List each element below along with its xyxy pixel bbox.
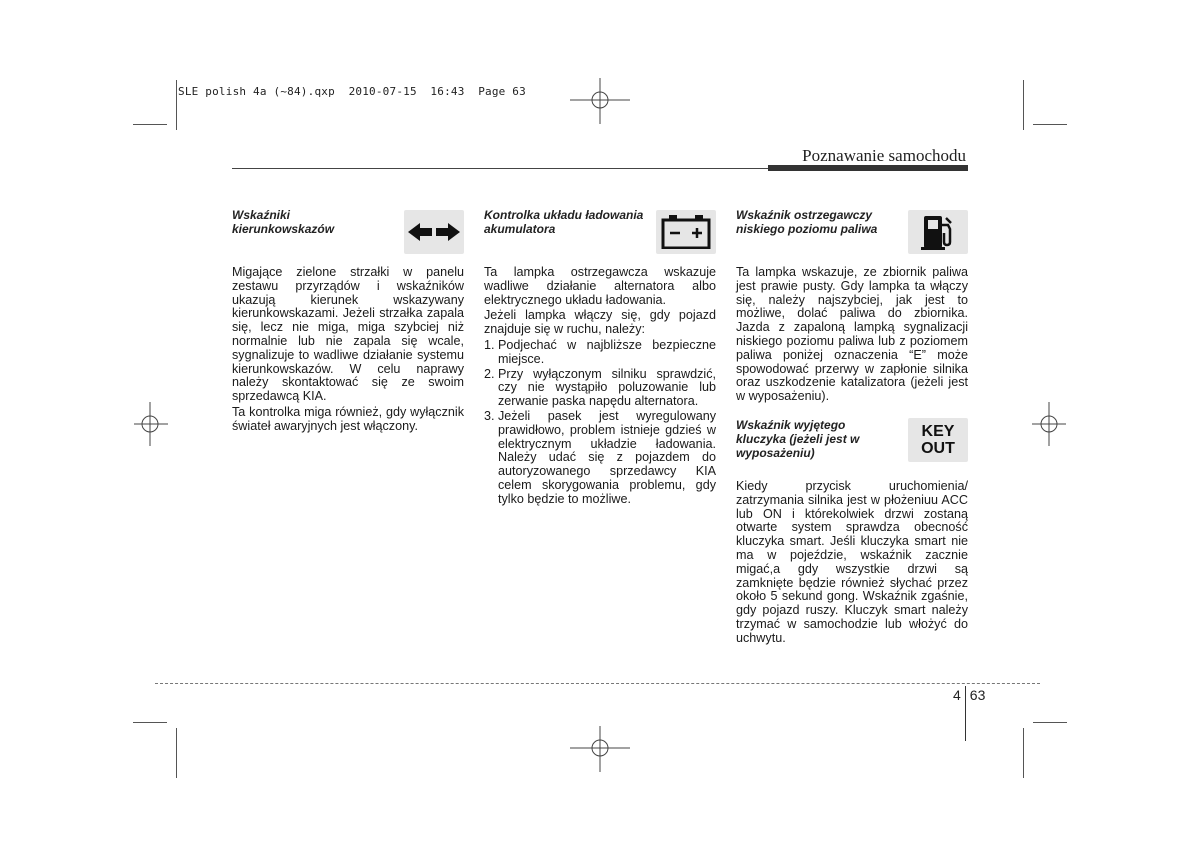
page-header-title: Poznawanie samochodu	[802, 146, 966, 165]
steps-list	[484, 339, 716, 507]
section-charging-system	[484, 208, 716, 508]
registration-mark-bottom	[570, 726, 630, 772]
paragraph: Migające zielone strzałki w panelu zestawu przyrządów i wskaźników ukazują kierunek wskazywany kierunkowskazami. Jeżeli strzałka zapala się, lecz nie miga, miga szybciej niż normalnie lub nie zapala się wcale, sygnalizuje to wadliwe działanie systemu kierunkowskazów. W celu naprawy należy skontaktować się ze swoim sprzedawcą KIA.	[232, 265, 464, 404]
section-turn-signals	[232, 208, 464, 436]
footer-dashed-rule	[155, 683, 1040, 684]
header-bar	[768, 165, 968, 171]
list-item: 3. Jeżeli pasek jest wyregulowany prawidłowo, problem istnieje gdzieś w elektrycznym układzie ładowania. Należy udać się z pojazdem do autoryzowanego sprzedawcy KIA celem skorygowania problemu, gdy tylko będzie to możliwe.	[484, 408, 716, 506]
paragraph: Ta kontrolka miga również, gdy wyłącznik świateł awaryjnych jest włączony.	[232, 404, 464, 433]
section-title: Wskaźnik ostrzegawczy niskiego poziomu paliwa	[736, 208, 878, 236]
battery-icon	[656, 210, 716, 254]
header-rule	[232, 168, 768, 169]
paragraph: Kiedy przycisk uruchomienia/ zatrzymania silnika jest w płożeniuu ACC lub ON i którekolwiek drzwi zostaną otwarte system sprawdza obecność kluczyka smart. Jeśli kluczyka smart nie ma w pojeździe, wskaźnik zacznie migać,a gdy wszystkie drzwi są zamknięte będzie również słychać przez około 5 sekund gong. Wskaźnik zgaśnie, gdy pojazd ruszy. Kluczyk smart należy trzymać w samochodzie lub włożyć do uchwytu.	[736, 478, 968, 645]
registration-mark-left	[134, 402, 168, 446]
page-number-value: 63	[969, 687, 986, 703]
list-item: 1. Podjechać w najbliższe bezpieczne miejsce.	[484, 337, 716, 366]
turn-signal-arrows-icon	[404, 210, 464, 254]
page-number	[953, 687, 985, 703]
section-title: Wskaźnik wyjętego kluczyka (jeżeli jest w wyposażeniu)	[736, 417, 860, 460]
chapter-number: 4	[953, 687, 961, 703]
fuel-pump-icon	[908, 210, 968, 254]
paragraph: Ta lampka wskazuje, ze zbiornik paliwa jest prawie pusty. Gdy lampka ta włączy się, należy najszybciej, jak jest to możliwe, dolać paliwa do zbiornika. Jazda z zapaloną lampką sygnalizacji niskiego poziomu paliwa lub z poziomem paliwa poniżej oznaczenia “E” może spowodować przerwy w zapłonie silnika oraz uszkodzenie katalizatora (jeżeli jest w wyposażeniu).	[736, 265, 968, 404]
paragraph: Jeżeli lampka włączy się, gdy pojazd znajduje się w ruchu, należy:	[484, 308, 716, 337]
registration-mark-top	[570, 78, 630, 124]
section-low-fuel	[736, 208, 968, 648]
paragraph: Ta lampka ostrzegawcza wskazuje wadliwe działanie alternatora albo elektrycznego układu ładowania.	[484, 265, 716, 307]
section-key-out	[736, 418, 968, 470]
section-title: Kontrolka układu ładowania akumulatora	[484, 208, 644, 236]
registration-mark-right	[1032, 402, 1066, 446]
section-title: Wskaźniki kierunkowskazów	[232, 208, 335, 236]
printer-slug: SLE polish 4a (~84).qxp 2010-07-15 16:43 Page 63	[178, 85, 526, 98]
list-item: 2. Przy wyłączonym silniku sprawdzić, czy nie wystąpiło poluzowanie lub zerwanie paska napędu alternatora.	[484, 366, 716, 409]
key-out-icon: KEY OUT	[908, 418, 968, 462]
